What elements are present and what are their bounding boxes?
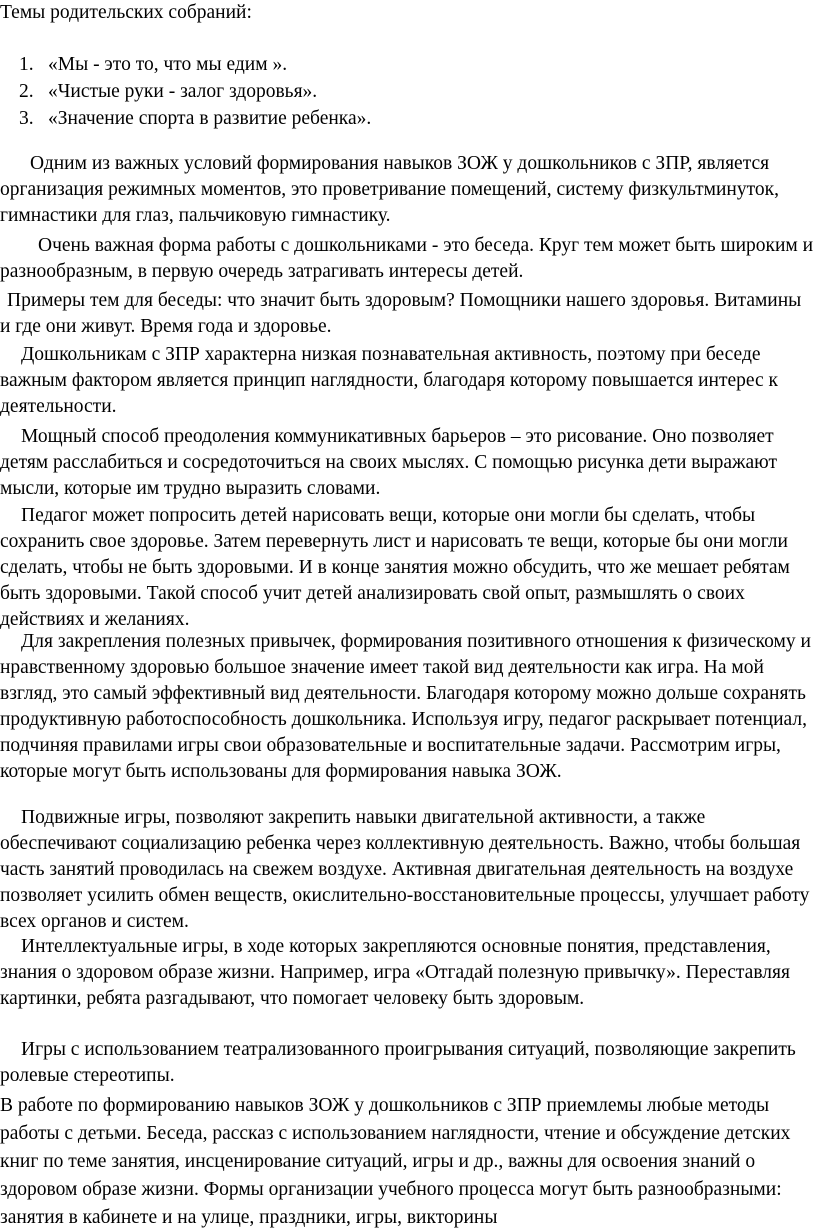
list-item [0,106,814,133]
list-item-text: «Значение спорта в развитие ребенка». [48,108,372,129]
list-number: 1. [19,54,34,75]
list-item [0,79,814,106]
paragraph: Очень важная форма работы с дошкольниками - это беседа. Круг тем может быть широким и разнообразным, в первую очередь затрагивать интересы детей. [0,235,814,282]
list-item-text: «Мы - это то, что мы едим ». [48,54,288,75]
list-item [0,52,814,79]
paragraph: Для закрепления полезных привычек, формирования позитивного отношения к физическому и нравственному здоровью большое значение имеет такой вид деятельности как игра. На мой взгляд, это самый эффективный вид деятельности. Благодаря которому можно дольше сохранять продуктивную работоспособность дошкольника. Используя игру, педагог раскрывает потенциал, подчиняя правилами игры свои образовательные и воспитательные задачи. Рассмотрим игры, которые могут быть использованы для формирования навыка ЗОЖ. [0,631,811,782]
paragraph: Мощный способ преодоления коммуникативных барьеров – это рисование. Оно позволяет детям расслабиться и сосредоточиться на своих мыслях. С помощью рисунка дети выражают мысли, которые им трудно выразить словами. [0,426,777,499]
paragraph: Игры с использованием театрализованного проигрывания ситуаций, позволяющие закрепить ролевые стереотипы. [0,1039,796,1086]
topics-list [0,52,814,133]
paragraph: Примеры тем для беседы: что значит быть здоровым? Помощники нашего здоровья. Витамины и где они живут. Время года и здоровье. [0,290,802,337]
paragraph: Подвижные игры, позволяют закрепить навыки двигательной активности, а также обеспечивают социализацию ребенка через коллективную деятельность. Важно, чтобы большая часть занятий проводилась на свежем воздухе. Активная двигательная деятельность на воздухе позволяет усилить обмен веществ, окислительно-восстановительные процессы, улучшает работу всех органов и систем. [0,807,810,932]
paragraph: Интеллектуальные игры, в ходе которых закрепляются основные понятия, представления, знания о здоровом образе жизни. Например, игра «Отгадай полезную привычку». Переставляя картинки, ребята разгадывают, что помогает человеку быть здоровым. [0,936,790,1009]
list-item-text: «Чистые руки - залог здоровья». [48,81,318,102]
paragraph: Дошкольникам с ЗПР характерна низкая познавательная активность, поэтому при беседе важным фактором является принцип наглядности, благодаря которому повышается интерес к деятельности. [0,344,779,417]
paragraph: Одним из важных условий формирования навыков ЗОЖ у дошкольников с ЗПР, является организация режимных моментов, это проветривание помещений, систему физкультминуток, гимнастики для глаз, пальчиковую гимнастику. [0,153,779,226]
heading: Темы родительских собраний: [0,2,252,23]
paragraph: Педагог может попросить детей нарисовать вещи, которые они могли бы сделать, чтобы сохранить свое здоровье. Затем перевернуть лист и нарисовать те вещи, которые бы они могли сделать, чтобы не быть здоровыми. И в конце занятия можно обсудить, что же мешает ребятам быть здоровыми. Такой способ учит детей анализировать свой опыт, размышлять о своих действиях и желаниях. [0,505,790,630]
list-number: 2. [19,81,34,102]
paragraph: В работе по формированию навыков ЗОЖ у дошкольников с ЗПР приемлемы любые методы работы с детьми. Беседа, рассказ с использованием наглядности, чтение и обсуждение детских книг по теме занятия, инсценирование ситуаций, игры и др., важны для освоения знаний о здоровом образе жизни. Формы организации учебного процесса могут быть разнообразными: занятия в кабинете и на улице, праздники, игры, викторины [0,1095,791,1228]
list-number: 3. [19,108,34,129]
